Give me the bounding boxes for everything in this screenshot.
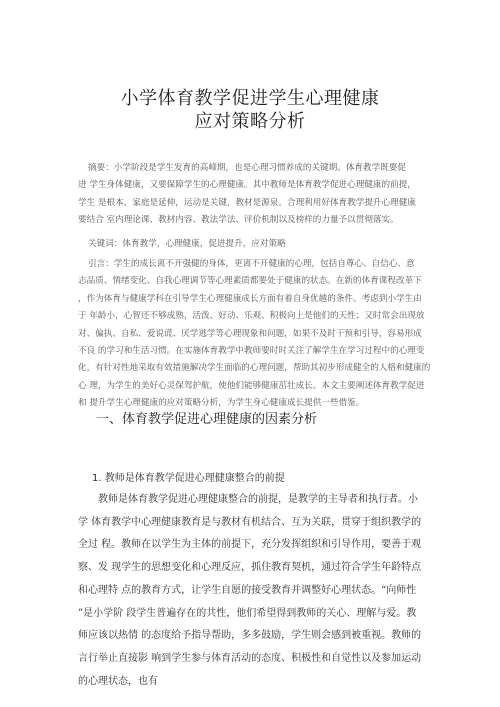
keywords: 关键词：体育教学，心理健康，促进提升，应对策略: [88, 239, 286, 249]
body-line: 和心理特 点的教育方式，让学生自愿的接受教育并调整好心理状态。“向师性: [78, 584, 417, 596]
abstract-line: 要结合 室内理论课、教材内容、教法学法、评价机制以及榜样的力量予以贯彻落实。: [78, 215, 399, 226]
intro-line: 于 年龄小，心智还不够成熟，活泼、好动、乐观、积极向上是他们的天性；又时常会出现放: [78, 311, 425, 322]
intro-line: 心 理，为学生的美好心灵保驾护航，使他们能够健康茁壮成长。本文主要阐述体育教学促进: [78, 380, 425, 391]
intro-line: 志品质、情绪变化、自我心理调节等心理素质都要处于健康的状态。在新的体育课程改革下: [78, 276, 422, 287]
subsection-heading: 1. 教师是体育教学促进心理健康整合的前提: [92, 473, 285, 484]
document-title-line-2: 应对策略分析: [194, 111, 306, 132]
body-line: 学 体育教学中心理健康教育是与教材有机结合、互为关联，贯穿于组织教学的: [78, 516, 422, 528]
body-line: 的心理状态，也有: [78, 675, 158, 687]
body-line: 师应该以热情 的态度给予指导帮助，多多鼓励，学生则会感到被重视。教师的: [78, 630, 422, 642]
document-title-line-1: 小学体育教学促进学生心理健康: [120, 88, 380, 109]
body-line: 全过 程。教师在以学生为主体的前提下，充分发挥组织和引导作用，要善于观: [78, 539, 422, 551]
introduction-block: [78, 256, 432, 413]
intro-line: 化，有针对性地采取有效措施解决学生面临的心理问题，帮助其初步形成健全的人格和健康的: [78, 363, 431, 374]
intro-line: 和 提升学生心理健康的应对策略分析，为学生身心健康成长提供一些借鉴。: [78, 398, 365, 409]
body-line: 察、发 现学生的思想变化和心理反应，抓住教育契机，通过符合学生年龄特点: [78, 562, 422, 574]
abstract-line: 摘要：小学阶段是学生发育的高峰期，也是心理习惯养成的关键期。体育教学既要促: [88, 163, 406, 173]
intro-line: ，作为体育与健康学科在引导学生心理健康成长方面有着自身优越的条件。考虑到小学生由: [78, 293, 422, 304]
intro-line: 引言：学生的成长离不开强健的身体，更离不开健康的心理，包括自尊心、自信心、意: [88, 259, 415, 269]
section-heading: 一、体育教学促进心理健康的因素分析: [96, 412, 318, 427]
intro-line: 不良 的学习和生活习惯。在实施体育教学中教师要时时关注了解学生在学习过程中的心理变: [78, 346, 425, 357]
body-line: ”是小学阶 段学生普遍存在的共性，他们希望得到教师的关心、理解与爱。教: [78, 607, 417, 619]
body-paragraph: [78, 489, 428, 693]
abstract-line: 进 学生身体健康，又要保障学生的心理健康。其中教师是体育教学促进心理健康的前提，: [78, 180, 416, 191]
intro-line: 对、偏执、自私、爱说谎、厌学逃学等心理现象和问题，如果不及时干预和引导，容易形成: [78, 328, 422, 339]
body-line: 言行举止直接影 响到学生参与体育活动的态度、积极性和自觉性以及参加运动: [78, 652, 422, 664]
abstract-block: [78, 160, 432, 230]
abstract-line: 学生 是根本，家庭是延伸，运动是关键，教材是源泉。合理利用好体育教学提升心理健康: [78, 197, 416, 208]
body-line: 教师是体育教学促进心理健康整合的前提，是教学的主导者和执行者。小: [98, 494, 418, 505]
